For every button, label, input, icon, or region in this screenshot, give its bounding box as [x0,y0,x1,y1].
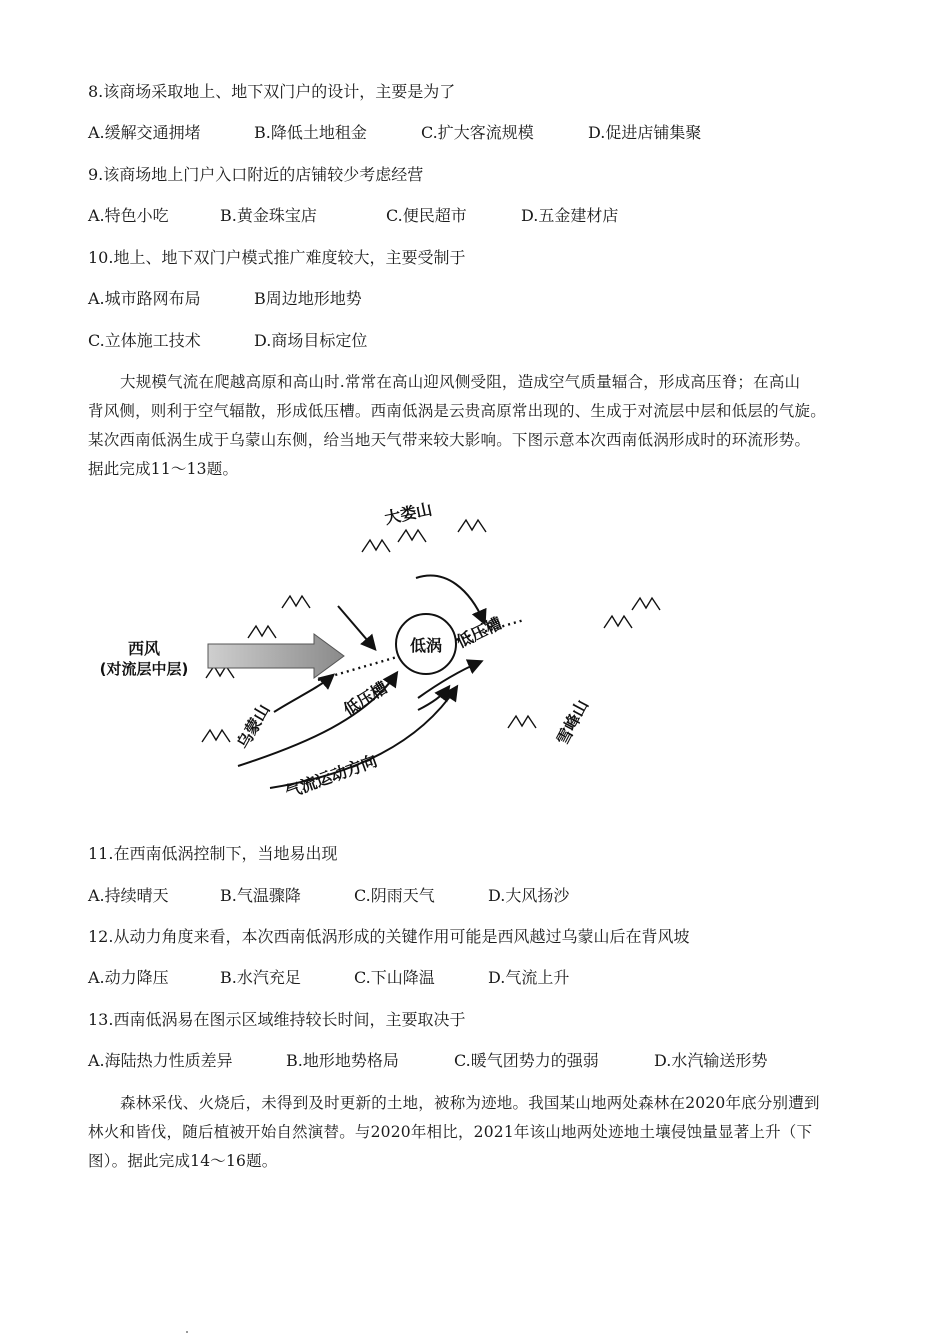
daloushan-label: 大娄山 [382,499,434,528]
passage-southwest-vortex [88,368,868,484]
q13-option-a: A.海陆热力性质差异 [88,1051,233,1070]
q8-option-a: A.缓解交通拥堵 [88,123,201,142]
q12-option-a: A.动力降压 [88,968,169,987]
question-11-stem: 11.在西南低涡控制下，当地易出现 [88,844,338,863]
q8-option-d: D.促进店铺集聚 [588,123,702,142]
q12-option-c: C.下山降温 [354,968,435,987]
q13-option-c: C.暖气团势力的强弱 [454,1051,599,1070]
xuefengshan-label: 雪峰山 [552,696,593,748]
q8-option-b: B.降低土地租金 [254,123,367,142]
q11-option-c: C.阴雨天气 [354,886,435,905]
q11-option-a: A.持续晴天 [88,886,169,905]
passage1-line-1: 大规模气流在爬越高原和高山时.常常在高山迎风侧受阻，造成空气质量辐合，形成高压脊；在高山 [120,373,801,391]
trough-left-label: 低压槽 [340,677,391,720]
west-wind-sublabel: (对流层中层) [99,660,189,678]
question-13-stem: 13.西南低涡易在图示区域维持较长时间，主要取决于 [88,1010,466,1029]
q10-option-a: A.城市路网布局 [88,289,201,308]
passage2-line-2: 林火和皆伐，随后植被开始自然演替。与2020年相比，2021年该山地两处迹地土壤侵蚀量显著上升（下 [88,1123,813,1141]
west-wind-arrow [208,634,344,678]
q13-option-b: B.地形地势格局 [286,1051,399,1070]
q9-option-c: C.便民超市 [386,206,467,225]
q12-option-d: D.气流上升 [488,968,570,987]
airflow-direction-label: 气流运动方向 [282,751,380,802]
passage1-line-2: 背风侧，则利于空气辐散，形成低压槽。西南低涡是云贵高原常出现的、生成于对流层中层和低层的气旋。 [88,402,826,420]
question-10-stem: 10.地上、地下双门户模式推广难度较大，主要受制于 [88,248,466,267]
trough-right-label: 低压槽 [453,613,505,652]
passage-burned-land [88,1089,868,1176]
q10-option-d: D.商场目标定位 [254,331,368,350]
low-vortex-label: 低涡 [409,636,443,655]
passage1-line-4: 据此完成11～13题。 [88,460,239,478]
q11-option-b: B.气温骤降 [220,886,301,905]
page-speck [186,1331,188,1333]
q9-option-b: B.黄金珠宝店 [220,206,317,225]
west-wind-label: 西风 [127,639,161,658]
q13-option-d: D.水汽输送形势 [654,1051,768,1070]
passage1-line-3: 某次西南低涡生成于乌蒙山东侧，给当地天气带来较大影响。下图示意本次西南低涡形成时的环流形势。 [88,431,811,449]
question-12-stem: 12.从动力角度来看，本次西南低涡形成的关键作用可能是西风越过乌蒙山后在背风坡 [88,927,690,946]
passage2-line-1: 森林采伐、火烧后，未得到及时更新的土地，被称为迹地。我国某山地两处森林在2020年底分别遭到 [120,1094,820,1112]
q11-option-d: D.大风扬沙 [488,886,570,905]
circulation-diagram [86,498,706,808]
q10-option-b: B周边地形地势 [254,289,362,308]
q10-option-c: C.立体施工技术 [88,331,201,350]
q9-option-d: D.五金建材店 [521,206,619,225]
wumengshan-label: 乌蒙山 [233,700,274,752]
q9-option-a: A.特色小吃 [88,206,169,225]
question-8-stem: 8.该商场采取地上、地下双门户的设计，主要是为了 [88,82,456,101]
q12-option-b: B.水汽充足 [220,968,301,987]
passage2-line-3: 图）。据此完成14～16题。 [88,1152,278,1170]
question-9-stem: 9.该商场地上门户入口附近的店铺较少考虑经营 [88,165,424,184]
q8-option-c: C.扩大客流规模 [421,123,534,142]
